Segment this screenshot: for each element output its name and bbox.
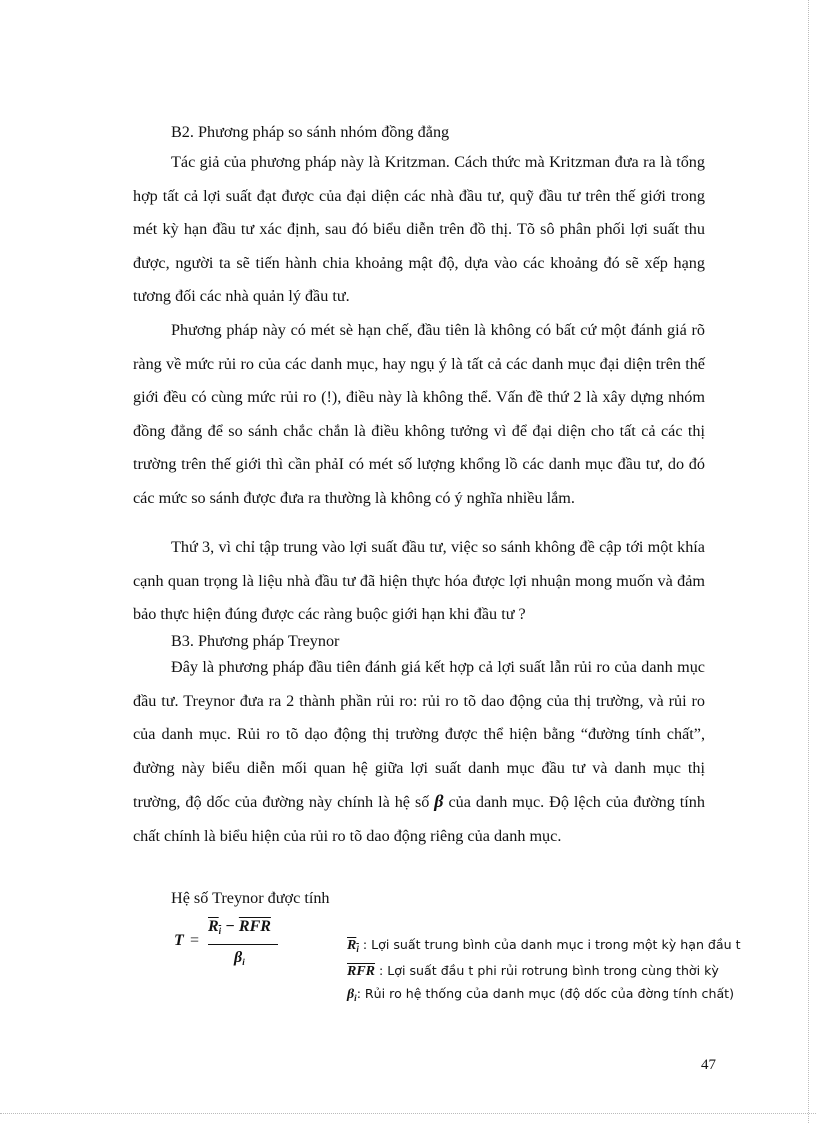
footer-divider bbox=[0, 1113, 816, 1114]
formula-intro: Hệ số Treynor được tính bbox=[171, 889, 330, 907]
formula-numerator bbox=[208, 918, 271, 936]
fraction-bar bbox=[208, 944, 278, 945]
side-divider bbox=[808, 0, 809, 1123]
legend-text: : Lợi suất trung bình của danh mục i trong một kỳ hạn đầu t bbox=[358, 937, 741, 952]
legend-text: : Rủi ro hệ thống của danh mục (độ dốc của đờng tính chất) bbox=[356, 986, 735, 1001]
legend-item-rfr bbox=[347, 962, 719, 981]
legend-item-r bbox=[347, 936, 741, 958]
treynor-formula bbox=[174, 918, 304, 978]
legend-symbol: $\beta_i$ bbox=[347, 987, 357, 1003]
formula-denominator: $\beta_i$ bbox=[234, 949, 245, 967]
legend-text: : Lợi suất đầu t phi rủi rotrung bình trong cùng thời kỳ bbox=[375, 963, 719, 978]
formula-lhs: T bbox=[174, 932, 184, 949]
paragraph-treynor bbox=[133, 651, 705, 854]
paragraph-treynor-part2: của danh mục. Độ lệch của đường tính chất chính là biểu hiện của rủi ro tõ dao động riêng của danh mục. bbox=[133, 793, 705, 845]
formula-r: $R_i$ bbox=[208, 918, 222, 936]
formula-rfr: $\overline{RFR}$ bbox=[238, 918, 271, 935]
legend-symbol: $R_i$ bbox=[347, 938, 359, 954]
page-number: 47 bbox=[701, 1057, 716, 1073]
paragraph-treynor-part1: Đây là phương pháp đầu tiên đánh giá kết hợp cả lợi suất lẫn rủi ro của danh mục đầu tư. Treynor đưa ra 2 thành phần rủi ro: rủi ro tõ dao động của thị trường, và rủi ro của danh mục. Rủi ro tõ dạo động thị trường được thể hiện bằng “đường tính chất”, đường này biểu diễn mối quan hệ giữa lợi suất danh mục đầu tư và danh mục thị trường, độ dốc của đường này chính là hệ số bbox=[133, 658, 705, 812]
section-heading-b3: B3. Phương pháp Treynor bbox=[171, 632, 340, 650]
paragraph-kritzman: Tác giả của phương pháp này là Kritzman. Cách thức mà Kritzman đưa ra là tổng hợp tất cả lợi suất đạt được của đại diện các nhà đầu tư, quỹ đầu tư trên thế giới trong mét kỳ hạn đầu tư xác định, sau đó biểu diễn trên đồ thị. Tõ sô phân phối lợi suất thu được, người ta sẽ tiến hành chia khoảng mật độ, dựa vào các khoảng đó sẽ xếp hạng tương đối các nhà quản lý đầu tư. bbox=[133, 153, 705, 306]
legend-item-beta bbox=[347, 985, 734, 1007]
legend-symbol: $\overline{RFR}$ bbox=[347, 964, 376, 979]
section-heading-b2: B2. Phương pháp so sánh nhóm đồng đẳng bbox=[171, 123, 450, 141]
paragraph-limitations: Phương pháp này có mét sè hạn chế, đầu tiên là không có bất cứ một đánh giá rõ ràng về mức rủi ro của các danh mục, hay ngụ ý là tất cả các danh mục đại diện trên thế giới đều có cùng mức rủi ro (!), điều này là không thể. Vấn đề thứ 2 là xây dựng nhóm đồng đẳng để so sánh chắc chắn là điều không tưởng vì để đại diện cho tất cả các thị trường trên thế giới thì cần phảI có mét số lượng khổng lồ các danh mục đầu tư, do đó các mức so sánh được đưa ra thường là không có ý nghĩa nhiều lắm. bbox=[133, 321, 705, 507]
formula-equals: = bbox=[190, 932, 200, 949]
paragraph-third-point: Thứ 3, vì chỉ tập trung vào lợi suất đầu tư, việc so sánh không đề cập tới một khía cạnh quan trọng là liệu nhà đầu tư đã hiện thực hóa được lợi nhuận mong muốn và đảm bảo thực hiện đúng được các ràng buộc giới hạn khi đầu tư ? bbox=[133, 538, 705, 624]
formula-minus: − bbox=[221, 918, 239, 935]
beta-symbol: β bbox=[434, 791, 444, 812]
